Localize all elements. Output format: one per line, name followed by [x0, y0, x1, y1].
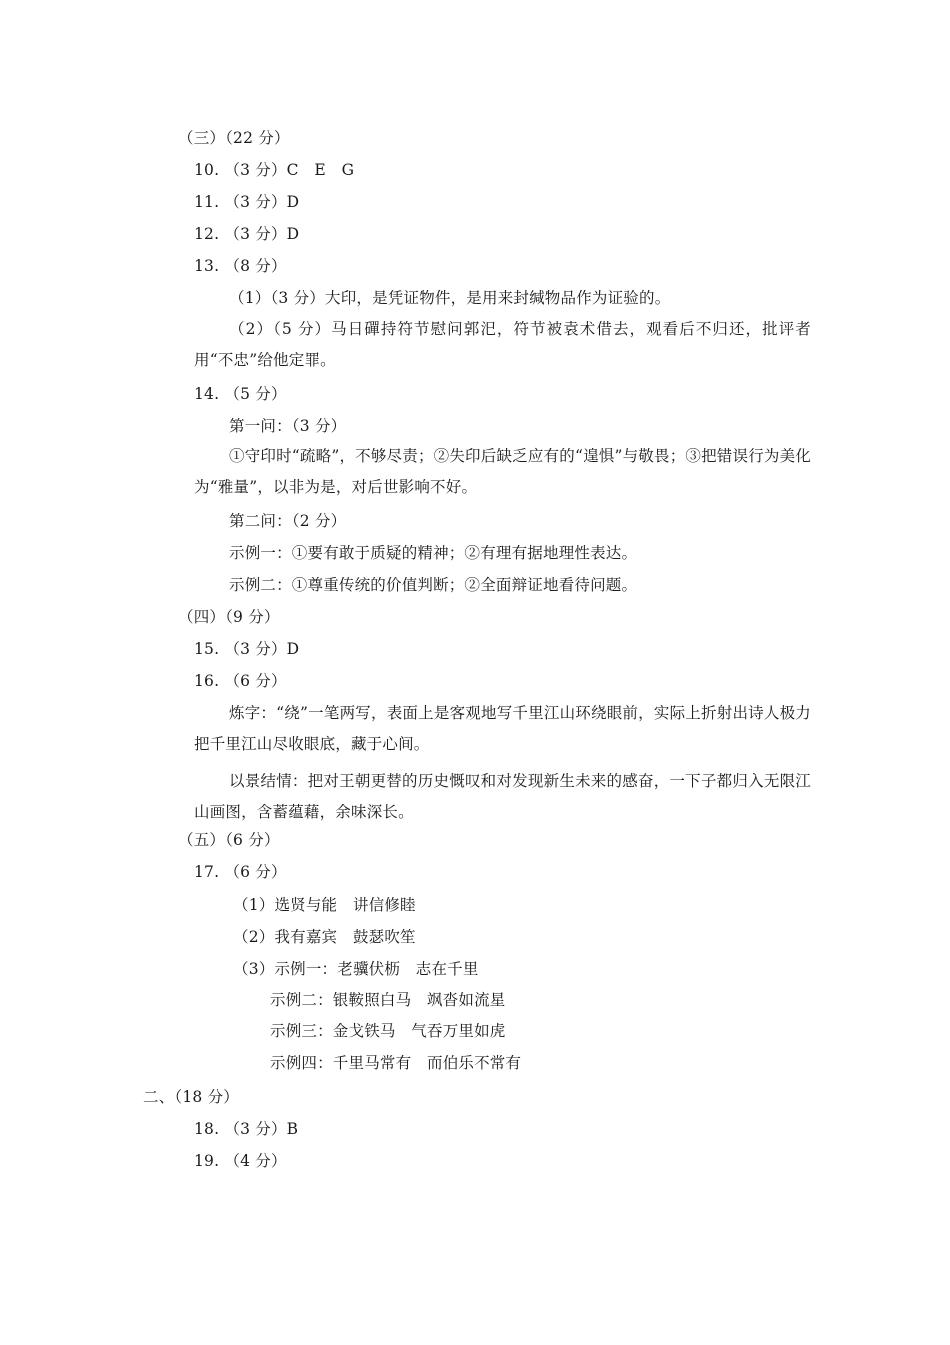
answer-q14-ask2: 第二问：（2 分）	[229, 512, 347, 530]
answer-q16-lianzi: 炼字：“绕”一笔两写，表面上是客观地写千里江山环绕眼前，实际上折射出诗人极力把千里江山尽收眼底，藏于心间。	[194, 704, 811, 753]
answer-q15: 15. （3 分）D	[194, 640, 300, 658]
answer-q11: 11. （3 分）D	[194, 193, 300, 211]
answer-q17-3-example3: 示例三：金戈铁马 气吞万里如虎	[270, 1022, 506, 1040]
answer-q14-head: 14. （5 分）	[194, 385, 287, 403]
answer-q17-2: （2）我有嘉宾 鼓瑟吹笙	[233, 928, 416, 946]
answer-q14-ask1: 第一问：（3 分）	[229, 417, 347, 435]
answer-q17-3: （3）示例一：老骥伏枥 志在千里	[233, 960, 479, 978]
answer-q19-head: 19. （4 分）	[194, 1152, 287, 1170]
part-2-heading: 二、（18 分）	[143, 1088, 240, 1106]
answer-q13-part2: （2）（5 分）马日磾持符节慰问郭汜，符节被袁术借去，观看后不归还，批评者用“不忠”给他定罪。	[194, 320, 811, 369]
answer-q17-head: 17. （6 分）	[194, 863, 287, 881]
answer-q14-example2: 示例二：①尊重传统的价值判断；②全面辩证地看待问题。	[229, 576, 638, 594]
answer-q14-example1: 示例一：①要有敢于质疑的精神；②有理有据地理性表达。	[229, 544, 638, 562]
section-3-heading: （三）（22 分）	[178, 129, 290, 147]
answer-q17-3-example2: 示例二：银鞍照白马 飒沓如流星	[270, 991, 506, 1009]
answer-q13-head: 13. （8 分）	[194, 257, 287, 275]
answer-q16-head: 16. （6 分）	[194, 672, 287, 690]
answer-q13-part1: （1）（3 分）大印，是凭证物件，是用来封缄物品作为证验的。	[229, 289, 671, 307]
section-5-heading: （五）（6 分）	[178, 831, 280, 849]
answer-q12: 12. （3 分）D	[194, 225, 300, 243]
answer-q17-1: （1）选贤与能 讲信修睦	[233, 896, 416, 914]
section-4-heading: （四）（9 分）	[178, 608, 280, 626]
answer-q10: 10. （3 分）C E G	[194, 161, 355, 179]
answer-q17-3-example4: 示例四：千里马常有 而伯乐不常有	[270, 1054, 522, 1072]
answer-q14-answer1: ①守印时“疏略”，不够尽责；②失印后缺乏应有的“遑惧”与敬畏；③把错误行为美化为“雅量”，以非为是，对后世影响不好。	[194, 447, 811, 496]
answer-q18: 18. （3 分）B	[194, 1120, 299, 1138]
answer-q16-yijingjieqing: 以景结情：把对王朝更替的历史慨叹和对发现新生未来的感奋，一下子都归入无限江山画图，含蓄蕴藉，余味深长。	[194, 772, 811, 821]
